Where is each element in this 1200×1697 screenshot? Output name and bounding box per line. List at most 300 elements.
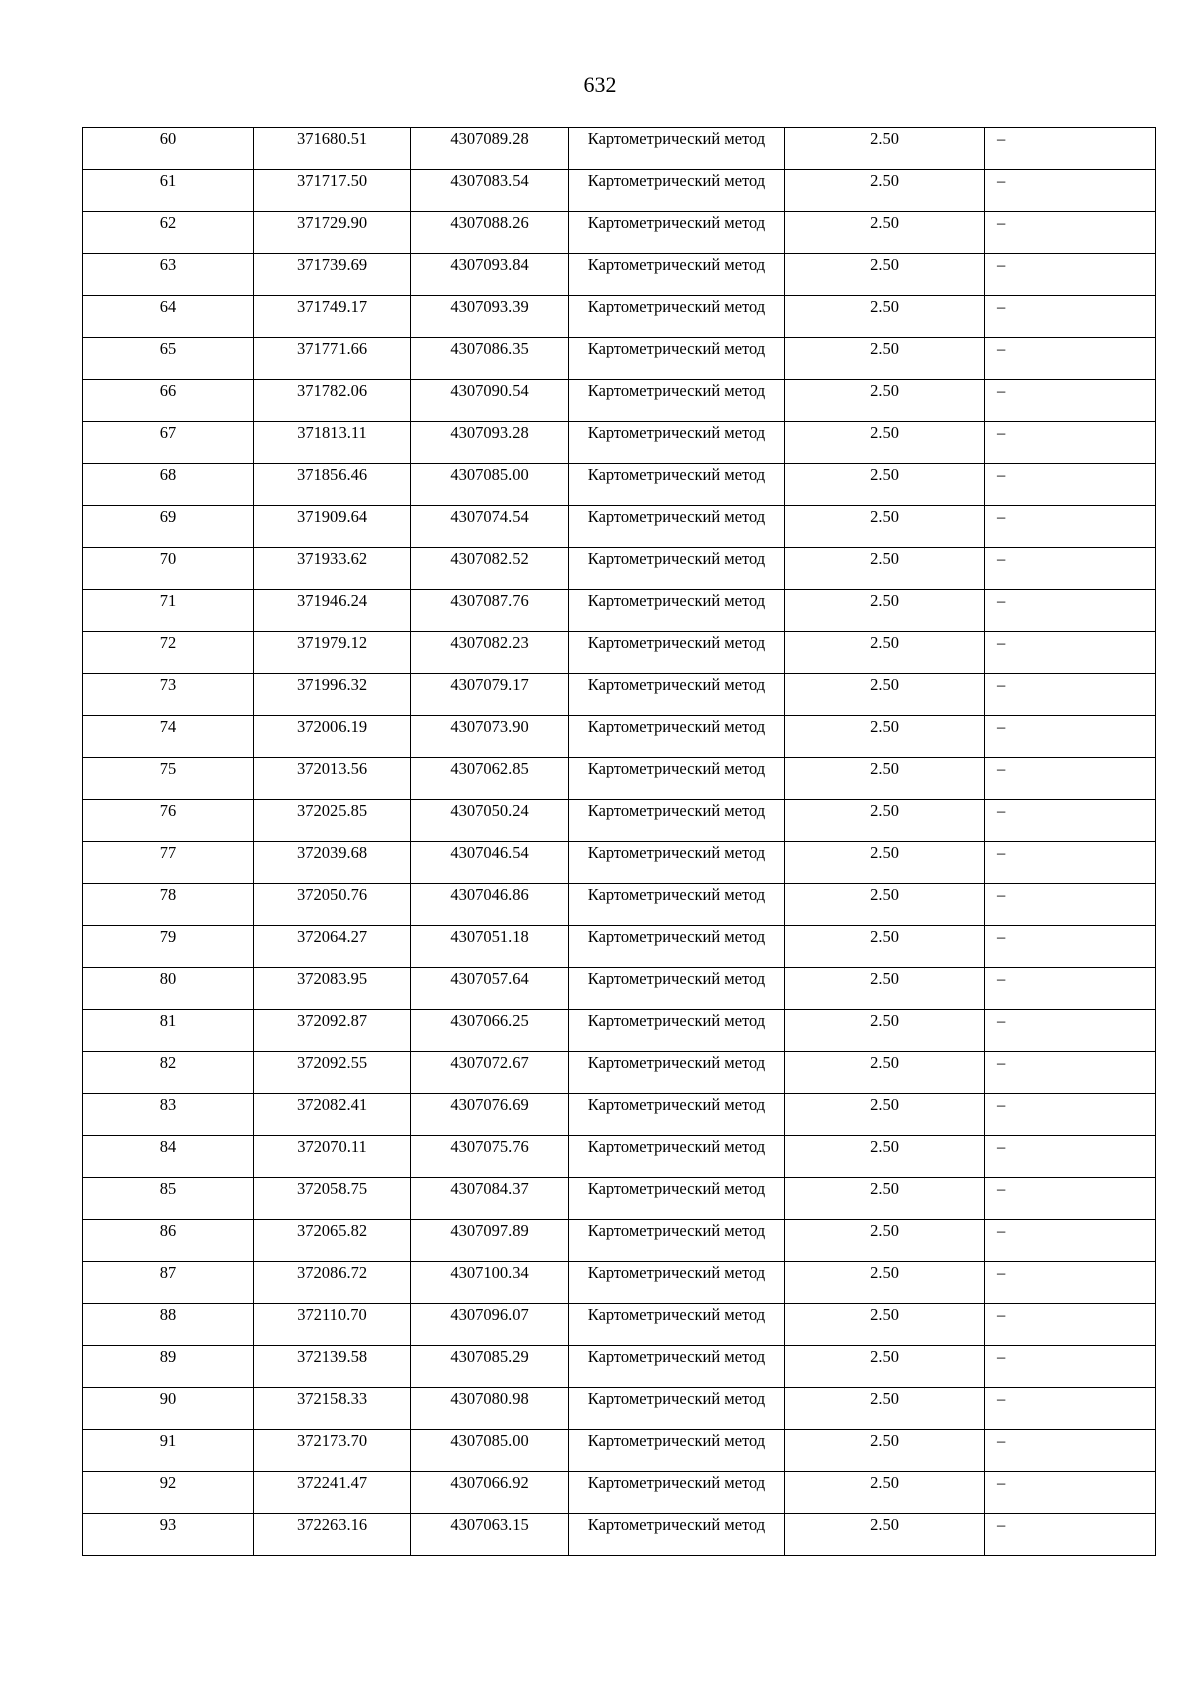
- x-coordinate-cell-text: 371813.11: [297, 423, 367, 442]
- note-cell: [985, 1178, 1156, 1220]
- y-coordinate-cell-text: 4307097.89: [450, 1221, 529, 1240]
- point-number-cell: [83, 170, 254, 212]
- x-coordinate-cell: [254, 1346, 411, 1388]
- accuracy-cell: [785, 128, 985, 170]
- note-cell-text: –: [997, 1179, 1006, 1198]
- y-coordinate-cell: [411, 506, 569, 548]
- note-cell-text: –: [997, 801, 1006, 820]
- method-cell: [569, 1472, 785, 1514]
- y-coordinate-cell-text: 4307082.52: [450, 549, 529, 568]
- x-coordinate-cell: [254, 506, 411, 548]
- x-coordinate-cell-text: 372058.75: [296, 1179, 368, 1198]
- point-number-cell-text: 82: [159, 1053, 177, 1072]
- accuracy-cell: [785, 1262, 985, 1304]
- point-number-cell-text: 65: [159, 339, 177, 358]
- note-cell: [985, 1346, 1156, 1388]
- y-coordinate-cell: [411, 1472, 569, 1514]
- point-number-cell-text: 74: [159, 717, 177, 736]
- note-cell-text: –: [997, 1053, 1006, 1072]
- method-cell: [569, 506, 785, 548]
- method-cell-text: Картометрический метод: [587, 1263, 766, 1282]
- y-coordinate-cell-text: 4307062.85: [450, 759, 529, 778]
- x-coordinate-cell-text: 372158.33: [296, 1389, 368, 1408]
- method-cell: [569, 1136, 785, 1178]
- point-number-cell: [83, 1220, 254, 1262]
- method-cell: [569, 1010, 785, 1052]
- method-cell-text: Картометрический метод: [587, 675, 766, 694]
- accuracy-cell-text: 2.50: [870, 549, 899, 568]
- table-row: [83, 212, 1156, 254]
- accuracy-cell-text: 2.50: [870, 1053, 899, 1072]
- note-cell: [985, 716, 1156, 758]
- method-cell-text: Картометрический метод: [587, 633, 766, 652]
- method-cell-text: Картометрический метод: [587, 1179, 766, 1198]
- point-number-cell-text: 81: [159, 1011, 177, 1030]
- method-cell: [569, 380, 785, 422]
- method-cell: [569, 1178, 785, 1220]
- method-cell-text: Картометрический метод: [587, 465, 766, 484]
- point-number-cell-text: 83: [159, 1095, 177, 1114]
- method-cell-text: Картометрический метод: [587, 1473, 766, 1492]
- point-number-cell: [83, 1472, 254, 1514]
- point-number-cell: [83, 1178, 254, 1220]
- accuracy-cell: [785, 1052, 985, 1094]
- x-coordinate-cell: [254, 1178, 411, 1220]
- point-number-cell: [83, 1346, 254, 1388]
- note-cell: [985, 590, 1156, 632]
- note-cell: [985, 674, 1156, 716]
- x-coordinate-cell: [254, 1220, 411, 1262]
- x-coordinate-cell-text: 372013.56: [296, 759, 368, 778]
- point-number-cell: [83, 380, 254, 422]
- accuracy-cell: [785, 1514, 985, 1556]
- y-coordinate-cell: [411, 1094, 569, 1136]
- note-cell: [985, 842, 1156, 884]
- accuracy-cell: [785, 548, 985, 590]
- x-coordinate-cell-text: 371996.32: [296, 675, 368, 694]
- y-coordinate-cell: [411, 800, 569, 842]
- table-row: [83, 548, 1156, 590]
- note-cell-text: –: [997, 1389, 1006, 1408]
- point-number-cell-text: 85: [159, 1179, 177, 1198]
- accuracy-cell: [785, 758, 985, 800]
- y-coordinate-cell-text: 4307050.24: [450, 801, 529, 820]
- point-number-cell-text: 75: [159, 759, 177, 778]
- note-cell-text: –: [997, 465, 1006, 484]
- point-number-cell-text: 61: [159, 171, 177, 190]
- point-number-cell: [83, 674, 254, 716]
- x-coordinate-cell-text: 372110.70: [297, 1305, 367, 1324]
- note-cell: [985, 1430, 1156, 1472]
- x-coordinate-cell: [254, 338, 411, 380]
- note-cell-text: –: [997, 423, 1006, 442]
- y-coordinate-cell-text: 4307046.54: [450, 843, 529, 862]
- accuracy-cell-text: 2.50: [870, 1095, 899, 1114]
- method-cell: [569, 254, 785, 296]
- note-cell-text: –: [997, 171, 1006, 190]
- y-coordinate-cell: [411, 422, 569, 464]
- table-row: [83, 758, 1156, 800]
- y-coordinate-cell-text: 4307100.34: [450, 1263, 529, 1282]
- accuracy-cell: [785, 1430, 985, 1472]
- method-cell: [569, 1388, 785, 1430]
- method-cell: [569, 590, 785, 632]
- accuracy-cell: [785, 590, 985, 632]
- y-coordinate-cell-text: 4307085.00: [450, 1431, 529, 1450]
- table-row: [83, 1388, 1156, 1430]
- method-cell-text: Картометрический метод: [587, 717, 766, 736]
- method-cell: [569, 1430, 785, 1472]
- y-coordinate-cell: [411, 884, 569, 926]
- point-number-cell-text: 86: [159, 1221, 177, 1240]
- accuracy-cell: [785, 254, 985, 296]
- point-number-cell: [83, 800, 254, 842]
- point-number-cell: [83, 1010, 254, 1052]
- y-coordinate-cell: [411, 1220, 569, 1262]
- table-row: [83, 254, 1156, 296]
- note-cell: [985, 1136, 1156, 1178]
- table-row: [83, 884, 1156, 926]
- accuracy-cell-text: 2.50: [870, 591, 899, 610]
- page-number: 632: [583, 72, 617, 97]
- point-number-cell: [83, 506, 254, 548]
- y-coordinate-cell: [411, 128, 569, 170]
- point-number-cell: [83, 338, 254, 380]
- point-number-cell-text: 92: [159, 1473, 177, 1492]
- point-number-cell: [83, 884, 254, 926]
- note-cell-text: –: [997, 759, 1006, 778]
- method-cell: [569, 884, 785, 926]
- method-cell: [569, 926, 785, 968]
- accuracy-cell-text: 2.50: [870, 633, 899, 652]
- note-cell-text: –: [997, 633, 1006, 652]
- note-cell-text: –: [997, 1515, 1006, 1534]
- accuracy-cell-text: 2.50: [870, 1389, 899, 1408]
- accuracy-cell: [785, 1220, 985, 1262]
- method-cell: [569, 296, 785, 338]
- accuracy-cell-text: 2.50: [870, 927, 899, 946]
- x-coordinate-cell: [254, 1262, 411, 1304]
- x-coordinate-cell-text: 371909.64: [296, 507, 368, 526]
- note-cell-text: –: [997, 507, 1006, 526]
- point-number-cell: [83, 842, 254, 884]
- method-cell: [569, 170, 785, 212]
- note-cell: [985, 1304, 1156, 1346]
- point-number-cell-text: 76: [159, 801, 177, 820]
- y-coordinate-cell: [411, 758, 569, 800]
- accuracy-cell: [785, 842, 985, 884]
- x-coordinate-cell: [254, 842, 411, 884]
- accuracy-cell: [785, 716, 985, 758]
- x-coordinate-cell-text: 372092.55: [296, 1053, 368, 1072]
- x-coordinate-cell: [254, 464, 411, 506]
- method-cell: [569, 1220, 785, 1262]
- accuracy-cell-text: 2.50: [870, 423, 899, 442]
- y-coordinate-cell-text: 4307087.76: [450, 591, 529, 610]
- point-number-cell: [83, 1262, 254, 1304]
- point-number-cell-text: 70: [159, 549, 177, 568]
- note-cell: [985, 1220, 1156, 1262]
- method-cell-text: Картометрический метод: [587, 381, 766, 400]
- accuracy-cell: [785, 674, 985, 716]
- y-coordinate-cell-text: 4307073.90: [450, 717, 529, 736]
- point-number-cell-text: 80: [159, 969, 177, 988]
- table-row: [83, 590, 1156, 632]
- point-number-cell-text: 87: [159, 1263, 177, 1282]
- note-cell: [985, 1388, 1156, 1430]
- accuracy-cell-text: 2.50: [870, 1347, 899, 1366]
- x-coordinate-cell: [254, 1430, 411, 1472]
- x-coordinate-cell: [254, 926, 411, 968]
- table-row: [83, 422, 1156, 464]
- point-number-cell-text: 77: [159, 843, 177, 862]
- y-coordinate-cell: [411, 464, 569, 506]
- accuracy-cell: [785, 884, 985, 926]
- x-coordinate-cell: [254, 632, 411, 674]
- point-number-cell-text: 69: [159, 507, 177, 526]
- accuracy-cell-text: 2.50: [870, 1221, 899, 1240]
- y-coordinate-cell: [411, 1136, 569, 1178]
- note-cell-text: –: [997, 591, 1006, 610]
- x-coordinate-cell: [254, 1136, 411, 1178]
- method-cell-text: Картометрический метод: [587, 297, 766, 316]
- accuracy-cell: [785, 1178, 985, 1220]
- method-cell: [569, 968, 785, 1010]
- accuracy-cell-text: 2.50: [870, 507, 899, 526]
- y-coordinate-cell: [411, 1346, 569, 1388]
- accuracy-cell: [785, 1472, 985, 1514]
- table-row: [83, 968, 1156, 1010]
- accuracy-cell-text: 2.50: [870, 1473, 899, 1492]
- x-coordinate-cell: [254, 212, 411, 254]
- accuracy-cell-text: 2.50: [870, 1431, 899, 1450]
- coordinates-table: [82, 127, 1156, 1556]
- y-coordinate-cell-text: 4307085.00: [450, 465, 529, 484]
- method-cell-text: Картометрический метод: [587, 1095, 766, 1114]
- method-cell-text: Картометрический метод: [587, 339, 766, 358]
- note-cell-text: –: [997, 675, 1006, 694]
- method-cell-text: Картометрический метод: [587, 1305, 766, 1324]
- y-coordinate-cell-text: 4307072.67: [450, 1053, 529, 1072]
- note-cell-text: –: [997, 1263, 1006, 1282]
- x-coordinate-cell-text: 371729.90: [296, 213, 368, 232]
- method-cell-text: Картометрический метод: [587, 1515, 766, 1534]
- point-number-cell-text: 62: [159, 213, 177, 232]
- method-cell: [569, 464, 785, 506]
- point-number-cell-text: 68: [159, 465, 177, 484]
- method-cell-text: Картометрический метод: [587, 1389, 766, 1408]
- x-coordinate-cell-text: 372241.47: [296, 1473, 368, 1492]
- method-cell: [569, 1094, 785, 1136]
- x-coordinate-cell: [254, 1052, 411, 1094]
- x-coordinate-cell-text: 372050.76: [296, 885, 368, 904]
- method-cell-text: Картометрический метод: [587, 171, 766, 190]
- accuracy-cell-text: 2.50: [870, 759, 899, 778]
- y-coordinate-cell-text: 4307090.54: [450, 381, 529, 400]
- point-number-cell: [83, 1304, 254, 1346]
- point-number-cell-text: 91: [159, 1431, 177, 1450]
- y-coordinate-cell-text: 4307085.29: [450, 1347, 529, 1366]
- accuracy-cell: [785, 1094, 985, 1136]
- x-coordinate-cell-text: 372173.70: [296, 1431, 368, 1450]
- table-row: [83, 1304, 1156, 1346]
- x-coordinate-cell-text: 372064.27: [296, 927, 368, 946]
- y-coordinate-cell: [411, 716, 569, 758]
- accuracy-cell: [785, 632, 985, 674]
- x-coordinate-cell-text: 371739.69: [296, 255, 368, 274]
- accuracy-cell-text: 2.50: [870, 885, 899, 904]
- method-cell: [569, 800, 785, 842]
- note-cell-text: –: [997, 885, 1006, 904]
- x-coordinate-cell-text: 372006.19: [296, 717, 368, 736]
- table-row: [83, 1178, 1156, 1220]
- point-number-cell: [83, 296, 254, 338]
- y-coordinate-cell: [411, 254, 569, 296]
- x-coordinate-cell-text: 372070.11: [297, 1137, 367, 1156]
- accuracy-cell: [785, 1304, 985, 1346]
- table-row: [83, 1220, 1156, 1262]
- accuracy-cell: [785, 212, 985, 254]
- x-coordinate-cell: [254, 1304, 411, 1346]
- y-coordinate-cell: [411, 1304, 569, 1346]
- x-coordinate-cell-text: 372083.95: [296, 969, 368, 988]
- x-coordinate-cell: [254, 254, 411, 296]
- method-cell-text: Картометрический метод: [587, 423, 766, 442]
- table-row: [83, 1514, 1156, 1556]
- method-cell-text: Картометрический метод: [587, 1011, 766, 1030]
- table-row: [83, 338, 1156, 380]
- point-number-cell-text: 89: [159, 1347, 177, 1366]
- method-cell: [569, 338, 785, 380]
- y-coordinate-cell: [411, 590, 569, 632]
- x-coordinate-cell-text: 372092.87: [296, 1011, 368, 1030]
- x-coordinate-cell: [254, 548, 411, 590]
- method-cell-text: Картометрический метод: [587, 213, 766, 232]
- x-coordinate-cell: [254, 968, 411, 1010]
- point-number-cell: [83, 1094, 254, 1136]
- table-row: [83, 128, 1156, 170]
- note-cell-text: –: [997, 717, 1006, 736]
- note-cell: [985, 254, 1156, 296]
- note-cell-text: –: [997, 255, 1006, 274]
- accuracy-cell-text: 2.50: [870, 255, 899, 274]
- x-coordinate-cell: [254, 1472, 411, 1514]
- x-coordinate-cell: [254, 170, 411, 212]
- accuracy-cell-text: 2.50: [870, 1263, 899, 1282]
- x-coordinate-cell: [254, 674, 411, 716]
- table-row: [83, 842, 1156, 884]
- y-coordinate-cell: [411, 632, 569, 674]
- method-cell-text: Картометрический метод: [587, 129, 766, 148]
- method-cell-text: Картометрический метод: [587, 843, 766, 862]
- accuracy-cell-text: 2.50: [870, 1137, 899, 1156]
- y-coordinate-cell-text: 4307083.54: [450, 171, 529, 190]
- accuracy-cell-text: 2.50: [870, 129, 899, 148]
- x-coordinate-cell: [254, 590, 411, 632]
- note-cell-text: –: [997, 213, 1006, 232]
- note-cell: [985, 758, 1156, 800]
- accuracy-cell-text: 2.50: [870, 297, 899, 316]
- point-number-cell: [83, 1430, 254, 1472]
- table-row: [83, 1430, 1156, 1472]
- x-coordinate-cell-text: 372086.72: [296, 1263, 368, 1282]
- note-cell: [985, 1472, 1156, 1514]
- method-cell-text: Картометрический метод: [587, 1431, 766, 1450]
- point-number-cell-text: 71: [159, 591, 177, 610]
- y-coordinate-cell-text: 4307082.23: [450, 633, 529, 652]
- point-number-cell: [83, 758, 254, 800]
- method-cell: [569, 128, 785, 170]
- accuracy-cell: [785, 1010, 985, 1052]
- note-cell: [985, 926, 1156, 968]
- x-coordinate-cell: [254, 296, 411, 338]
- y-coordinate-cell: [411, 1262, 569, 1304]
- accuracy-cell-text: 2.50: [870, 843, 899, 862]
- method-cell-text: Картометрический метод: [587, 591, 766, 610]
- x-coordinate-cell-text: 371933.62: [296, 549, 368, 568]
- note-cell: [985, 128, 1156, 170]
- accuracy-cell-text: 2.50: [870, 717, 899, 736]
- point-number-cell: [83, 590, 254, 632]
- method-cell-text: Картометрический метод: [587, 801, 766, 820]
- x-coordinate-cell: [254, 1388, 411, 1430]
- note-cell: [985, 968, 1156, 1010]
- point-number-cell-text: 88: [159, 1305, 177, 1324]
- y-coordinate-cell-text: 4307093.84: [450, 255, 529, 274]
- x-coordinate-cell-text: 371782.06: [296, 381, 368, 400]
- y-coordinate-cell: [411, 1010, 569, 1052]
- y-coordinate-cell: [411, 1430, 569, 1472]
- y-coordinate-cell: [411, 380, 569, 422]
- y-coordinate-cell-text: 4307096.07: [450, 1305, 529, 1324]
- y-coordinate-cell-text: 4307093.39: [450, 297, 529, 316]
- coordinates-table-body: [83, 128, 1156, 1556]
- table-row: [83, 380, 1156, 422]
- point-number-cell: [83, 1136, 254, 1178]
- table-row: [83, 1052, 1156, 1094]
- table-row: [83, 464, 1156, 506]
- accuracy-cell-text: 2.50: [870, 171, 899, 190]
- table-row: [83, 296, 1156, 338]
- accuracy-cell-text: 2.50: [870, 213, 899, 232]
- x-coordinate-cell: [254, 800, 411, 842]
- point-number-cell: [83, 548, 254, 590]
- accuracy-cell-text: 2.50: [870, 1179, 899, 1198]
- table-row: [83, 1262, 1156, 1304]
- table-row: [83, 674, 1156, 716]
- point-number-cell: [83, 212, 254, 254]
- accuracy-cell: [785, 422, 985, 464]
- accuracy-cell: [785, 926, 985, 968]
- note-cell-text: –: [997, 1221, 1006, 1240]
- y-coordinate-cell: [411, 338, 569, 380]
- method-cell-text: Картометрический метод: [587, 1137, 766, 1156]
- accuracy-cell: [785, 1346, 985, 1388]
- y-coordinate-cell-text: 4307076.69: [450, 1095, 529, 1114]
- y-coordinate-cell-text: 4307089.28: [450, 129, 529, 148]
- point-number-cell: [83, 716, 254, 758]
- x-coordinate-cell-text: 372263.16: [296, 1515, 368, 1534]
- point-number-cell: [83, 1514, 254, 1556]
- accuracy-cell: [785, 380, 985, 422]
- x-coordinate-cell: [254, 380, 411, 422]
- y-coordinate-cell-text: 4307084.37: [450, 1179, 529, 1198]
- method-cell: [569, 1346, 785, 1388]
- y-coordinate-cell-text: 4307074.54: [450, 507, 529, 526]
- y-coordinate-cell-text: 4307079.17: [450, 675, 529, 694]
- y-coordinate-cell: [411, 1178, 569, 1220]
- point-number-cell: [83, 632, 254, 674]
